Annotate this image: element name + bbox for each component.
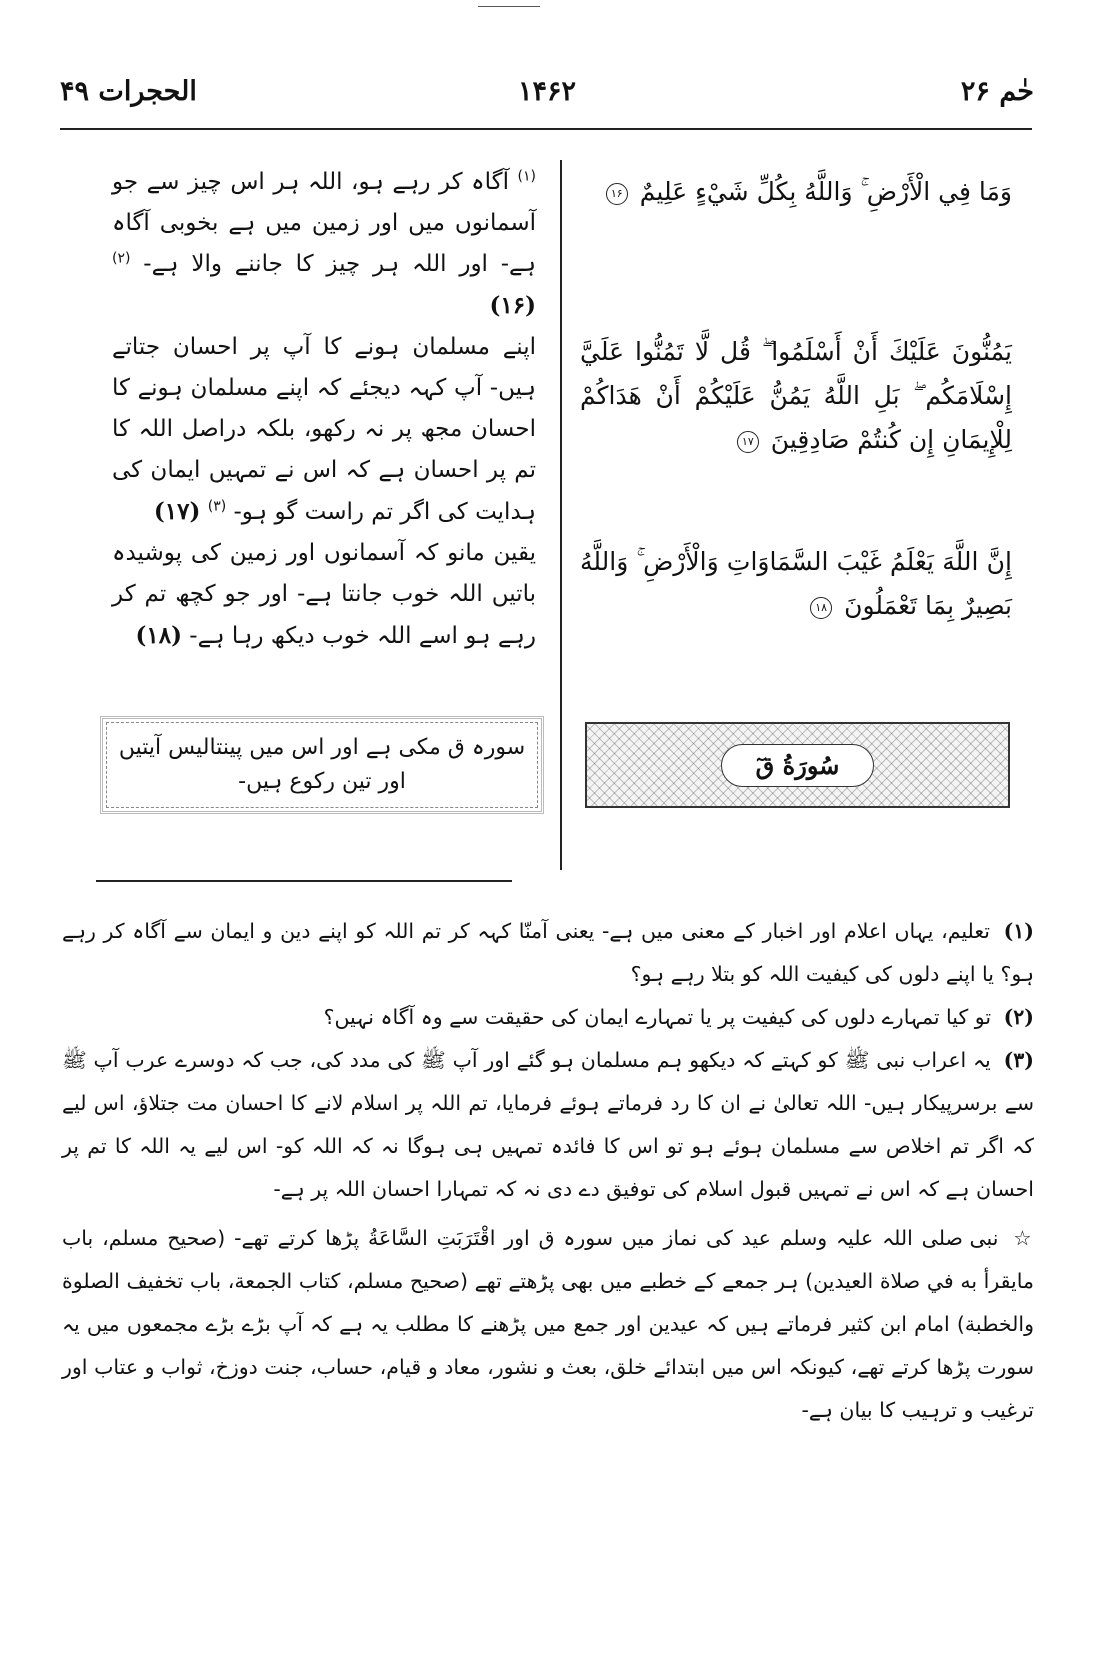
arabic-text: يَمُنُّونَ عَلَيْكَ أَنْ أَسْلَمُوا ۖ قُل لَّا تَمُنُّوا عَلَيَّ إِسْلَامَكُم ۖ بَلِ اللَّهُ يَمُنُّ عَلَيْكُمْ أَنْ هَدَاكُمْ لِلْإِيمَانِ إِن كُنتُمْ صَادِقِينَ xyxy=(580,337,1012,454)
footnote-1 xyxy=(62,910,1034,996)
footnote-number: (۱) xyxy=(1003,919,1034,943)
arabic-verse-18 xyxy=(580,540,1012,628)
para-name-header: حٰم ۲۶ xyxy=(960,76,1034,107)
top-crop-mark xyxy=(478,6,540,7)
arabic-text: إِنَّ اللَّهَ يَعْلَمُ غَيْبَ السَّمَاوَاتِ وَالْأَرْضِ ۚ وَاللَّهُ بَصِيرٌ بِمَا تَعْمَلُونَ xyxy=(580,547,1012,620)
footnote-number: (۲) xyxy=(1003,1005,1034,1029)
footnote-text: نبی صلی اللہ علیہ وسلم عید کی نماز میں سورہ ق اور اقْتَرَبَتِ السَّاعَةُ پڑھا کرتے تھے- (صحیح مسلم، باب مايقرأ به في صلاة العيدين) ہر جمعے کے خطبے میں بھی پڑھتے تھے (صحیح مسلم، کتاب الجمعة، باب تخفيف الصلوة والخطبة) امام ابن کثیر فرماتے ہیں کہ عیدین اور جمع میں پڑھنے کا مطلب یہ ہے کہ آپ بڑے بڑے مجمعوں میں یہ سورت پڑھا کرتے تھے، کیونکہ اس میں ابتدائے خلق، بعث و نشور، معاد و قیام، حساب، جنت دوزخ، ثواب و عتاب اور ترغیب و ترہیب کا بیان ہے- xyxy=(62,1226,1034,1422)
surah-info-box: سورہ ق مکی ہے اور اس میں پینتالیس آیتیں اور تین رکوع ہیں- xyxy=(106,722,538,808)
footnotes-section xyxy=(62,910,1034,1432)
ayah-number: ۱۸ xyxy=(810,597,832,619)
star-icon: ☆ xyxy=(1013,1226,1034,1250)
translation-verse-16 xyxy=(112,162,536,327)
footnote-number: (۳) xyxy=(1003,1048,1034,1072)
column-divider xyxy=(560,160,562,870)
footnote-text: یہ اعراب نبی ﷺ کو کہتے کہ دیکھو ہم مسلمان ہو گئے اور آپ ﷺ کی مدد کی، جب کہ دوسرے عرب آپ ﷺ سے برسرپیکار ہیں- اللہ تعالیٰ نے ان کا رد فرماتے ہوئے فرمایا، تم اللہ پر اسلام لانے کا احسان مت جتلاؤ، اس لیے کہ اگر تم اخلاص سے مسلمان ہوئے ہو تو اس کا فائدہ تمہیں ہی ہوگا نہ کہ اللہ کو- اس لیے یہ اللہ کا تم پر احسان ہے کہ اس نے تمہیں قبول اسلام کی توفیق دے دی نہ کہ تمہارا احسان اللہ پر ہے- xyxy=(62,1048,1034,1201)
footnote-ref: (۳) xyxy=(207,498,227,515)
surah-title-banner xyxy=(585,722,1010,808)
surah-name-header: الحجرات ۴۹ xyxy=(60,76,197,107)
translation-text: اپنے مسلمان ہونے کا آپ پر احسان جتاتے ہیں- آپ کہہ دیجئے کہ اپنے مسلمان ہونے کا احسان مجھ پر نہ رکھو، بلکہ دراصل اللہ کا تم پر احسان ہے کہ اس نے تمہیں ایمان کی ہدایت کی اگر تم راست گو ہو- xyxy=(112,334,536,525)
verse-number: (۱۸) xyxy=(135,622,182,649)
footnote-2 xyxy=(62,996,1034,1039)
page-header xyxy=(60,70,1034,128)
footnote-text: تعلیم، یہاں اعلام اور اخبار کے معنی میں ہے- یعنی آمنّا کہہ کر تم اللہ کو اپنے دین و ایمان سے آگاہ کر رہے ہو؟ یا اپنے دلوں کی کیفیت اللہ کو بتلا رہے ہو؟ xyxy=(62,919,1034,986)
arabic-verse-17 xyxy=(580,330,1012,462)
header-divider xyxy=(60,128,1032,130)
verse-number: (۱۶) xyxy=(489,292,536,319)
translation-text: آگاہ کر رہے ہو، اللہ ہر اس چیز سے جو آسمانوں میں اور زمین میں ہے بخوبی آگاہ ہے- اور اللہ ہر چیز کا جاننے والا ہے- xyxy=(112,169,536,277)
translation-verse-18 xyxy=(112,533,536,657)
ayah-number: ۱۶ xyxy=(606,183,628,205)
verse-number: (۱۷) xyxy=(153,498,201,525)
arabic-text: وَمَا فِي الْأَرْضِ ۚ وَاللَّهُ بِكُلِّ شَيْءٍ عَلِيمٌ xyxy=(639,177,1012,206)
translation-text: یقین مانو کہ آسمانوں اور زمین کی پوشیدہ باتیں اللہ خوب جانتا ہے- اور جو کچھ تم کر رہے ہو اسے اللہ خوب دیکھ رہا ہے- xyxy=(112,540,536,649)
footnote-ref: (۲) xyxy=(112,250,131,267)
footnote-ref: (۱) xyxy=(517,168,536,185)
translation-verse-17 xyxy=(112,327,536,533)
page-number: ۱۴۶۲ xyxy=(517,76,577,107)
ayah-number: ۱۷ xyxy=(737,431,759,453)
footnote-divider xyxy=(96,880,512,882)
translation-column xyxy=(112,162,536,657)
footnote-3 xyxy=(62,1039,1034,1211)
arabic-verse-16 xyxy=(580,170,1012,214)
surah-title: سُورَةُ قٓ xyxy=(721,744,875,787)
footnote-text: تو کیا تمہارے دلوں کی کیفیت پر یا تمہارے ایمان کی حقیقت سے وہ آگاہ نہیں؟ xyxy=(323,1005,992,1029)
footnote-star xyxy=(62,1217,1034,1432)
